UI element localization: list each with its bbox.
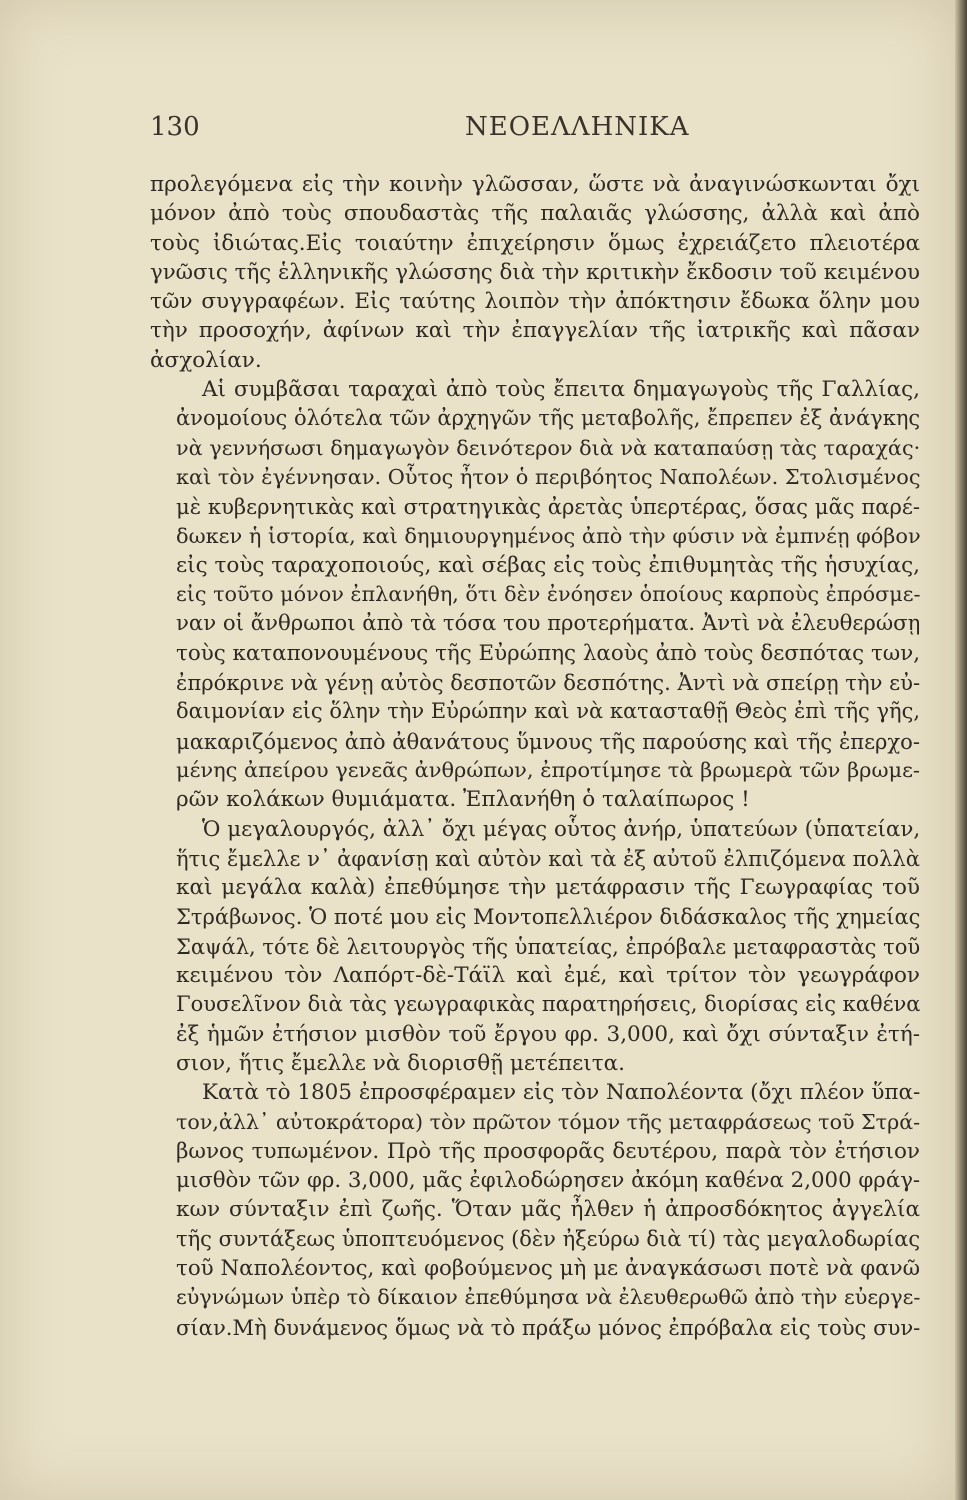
text-line: εἰς τοὺς ταραχοποιούς, καὶ σέβας εἰς τοὺς ἐπιθυμητὰς τῆς ἡσυχίας, (176, 552, 920, 578)
text-line: ἐπρόκρινε νὰ γένῃ αὐτὸς δεσποτῶν δεσπότης. Ἀντὶ νὰ σπείρῃ τὴν εὐ- (176, 670, 921, 696)
text-line: δωκεν ἡ ἱστορία, καὶ δημιουργημένος ἀπὸ τὴν φύσιν νὰ ἐμπνέῃ φόβον (176, 523, 921, 548)
page-header (150, 112, 887, 152)
text-line: σίαν.Μὴ δυνάμενος ὅμως νὰ τὸ πράξω μόνος ἐπρόβαλα εἰς τοὺς συν- (176, 1314, 921, 1340)
text-line: γνῶσις τῆς ἑλληνικῆς γλώσσης διὰ τὴν κριτικὴν ἔκδοσιν τοῦ κειμένου (150, 259, 920, 285)
text-line: βωνος τυπωμένον. Πρὸ τῆς προσφορᾶς δευτέρου, παρὰ τὸν ἐτήσιον (176, 1138, 920, 1164)
text-line: δαιμονίαν εἰς ὅλην τὴν Εὐρώπην καὶ νὰ κατασταθῇ Θεὸς ἐπὶ τῆς γῆς, (176, 699, 920, 724)
text-line: μισθὸν τῶν φρ. 3,000, μᾶς ἐφιλοδώρησεν ἀκόμη καθένα 2,000 φράγ- (176, 1168, 921, 1194)
text-line: ἥτις ἔμελλε ν᾽ ἀφανίσῃ καὶ αὐτὸν καὶ τὰ ἐξ αὐτοῦ ἐλπιζόμενα πολλὰ (176, 845, 920, 871)
paragraph (150, 170, 920, 375)
text-line: προλεγόμενα εἰς τὴν κοινὴν γλῶσσαν, ὥστε νὰ ἀναγινώσκωνται ὄχι (150, 172, 920, 197)
text-line: καὶ τὸν ἐγέννησαν. Οὗτος ἦτον ὁ περιβόητος Ναπολέων. Στολισμένος (176, 464, 921, 489)
paragraph (150, 375, 920, 814)
text-line: τῶν συγγραφέων. Εἰς ταύτης λοιπὸν τὴν ἀπόκτησιν ἔδωκα ὅλην μου (150, 289, 920, 315)
text-line: τοὺς ἰδιώτας.Εἰς τοιαύτην ἐπιχείρησιν ὅμως ἐχρειάζετο πλειοτέρα (150, 230, 920, 256)
text-line: μακαριζόμενος ἀπὸ ἀθανάτους ὕμνους τῆς παρούσης καὶ τῆς ἐπερχο- (176, 728, 920, 754)
text-line: Ὁ μεγαλουργός, ἀλλ᾽ ὄχι μέγας οὗτος ἀνήρ, ὑπατεύων (ὑπατείαν, (202, 816, 921, 842)
text-line: τῆς συντάξεως ὑποπτευόμενος (δὲν ἠξεύρω διὰ τί) τὰς μεγαλοδωρίας (176, 1226, 921, 1251)
text-line: ἀνομοίους ὁλότελα τῶν ἀρχηγῶν τῆς μεταβολῆς, ἔπρεπεν ἐξ ἀνάγκης (176, 406, 921, 431)
text-line: καὶ μεγάλα καλὰ) ἐπεθύμησε τὴν μετάφρασιν τῆς Γεωγραφίας τοῦ (176, 875, 920, 901)
text-line: εὐγνώμων ὑπὲρ τὸ δίκαιον ἐπεθύμησα νὰ ἐλευθερωθῶ ἀπὸ τὴν εὐεργε- (176, 1285, 921, 1310)
text-line: Κατὰ τὸ 1805 ἐπροσφέραμεν εἰς τὸν Ναπολέοντα (ὄχι πλέον ὕπα- (202, 1080, 921, 1106)
page-number: 130 (150, 112, 200, 142)
text-line: Γουσελῖνον διὰ τὰς γεωγραφικὰς παρατηρήσεις, διορίσας εἰς καθένα (176, 992, 921, 1017)
text-line: Αἱ συμβᾶσαι ταραχαὶ ἀπὸ τοὺς ἔπειτα δημαγωγοὺς τῆς Γαλλίας, (202, 377, 920, 403)
text-line: κειμένου τὸν Λαπόρτ-δὲ-Τάϊλ καὶ ἐμέ, καὶ τρίτον τὸν γεωγράφον (176, 963, 920, 989)
text-line: τοὺς καταπονουμένους τῆς Εὐρώπης λαοὺς ἀπὸ τοὺς δεσπότας των, (176, 640, 920, 666)
text-line: νὰ γεννήσωσι δημαγωγὸν δεινότερον διὰ νὰ καταπαύσῃ τὰς ταραχάς· (176, 435, 921, 460)
text-line: ρῶν κολάκων θυμιάματα. Ἐπλανήθη ὁ ταλαίπωρος ! (176, 787, 750, 813)
text-line: εἰς τοῦτο μόνον ἐπλανήθη, ὅτι δὲν ἐνόησεν ὁποίους καρποὺς ἐπρόσμε- (176, 582, 921, 607)
text-line: μὲ κυβερνητικὰς καὶ στρατηγικὰς ἀρετὰς ὑπερτέρας, ὅσας μᾶς παρέ- (176, 494, 920, 520)
text-line: σιον, ἥτις ἔμελλε νὰ διορισθῇ μετέπειτα. (176, 1050, 625, 1076)
text-line: τὴν προσοχήν, ἀφίνων καὶ τὴν ἐπαγγελίαν τῆς ἰατρικῆς καὶ πᾶσαν (150, 318, 920, 344)
running-head: ΝΕΟΕΛΛΗΝΙΚΑ (465, 112, 690, 142)
text-line: κων σύνταξιν ἐπὶ ζωῆς. Ὅταν μᾶς ἦλθεν ἡ ἀπροσδόκητος ἀγγελία (176, 1197, 920, 1223)
paragraph (150, 815, 920, 1079)
text-line: τοῦ Ναπολέοντος, καὶ φοβούμενος μὴ με ἀναγκάσωσι ποτὲ νὰ φανῶ (176, 1255, 920, 1281)
page-body-text (150, 170, 920, 1342)
text-line: τον,ἀλλ᾽ αὐτοκράτορα) τὸν πρῶτον τόμον τῆς μεταφράσεως τοῦ Στρά- (176, 1109, 921, 1134)
text-line: ἐξ ἡμῶν ἐτήσιον μισθὸν τοῦ ἔργου φρ. 3,000, καὶ ὄχι σύνταξιν ἐτή- (176, 1021, 920, 1047)
text-line: ἀσχολίαν. (150, 347, 262, 373)
page-edge (955, 0, 967, 1500)
text-line: μόνον ἀπὸ τοὺς σπουδαστὰς τῆς παλαιᾶς γλώσσης, ἀλλὰ καὶ ἀπὸ (150, 201, 920, 227)
text-line: μένης ἀπείρου γενεᾶς ἀνθρώπων, ἐπροτίμησε τὰ βρωμερὰ τῶν βρωμε- (176, 757, 920, 782)
text-line: Στράβωνος. Ὁ ποτέ μου εἰς Μοντοπελλιέρον διδάσκαλος τῆς χημείας (176, 904, 921, 930)
text-line: Σαψάλ, τότε δὲ λειτουργὸς τῆς ὑπατείας, ἐπρόβαλε μεταφραστὰς τοῦ (176, 933, 921, 959)
paragraph (150, 1078, 920, 1342)
text-line: ναν οἱ ἄνθρωποι ἀπὸ τὰ τόσα του προτερήματα. Ἀντὶ νὰ ἐλευθερώσῃ (176, 611, 921, 637)
